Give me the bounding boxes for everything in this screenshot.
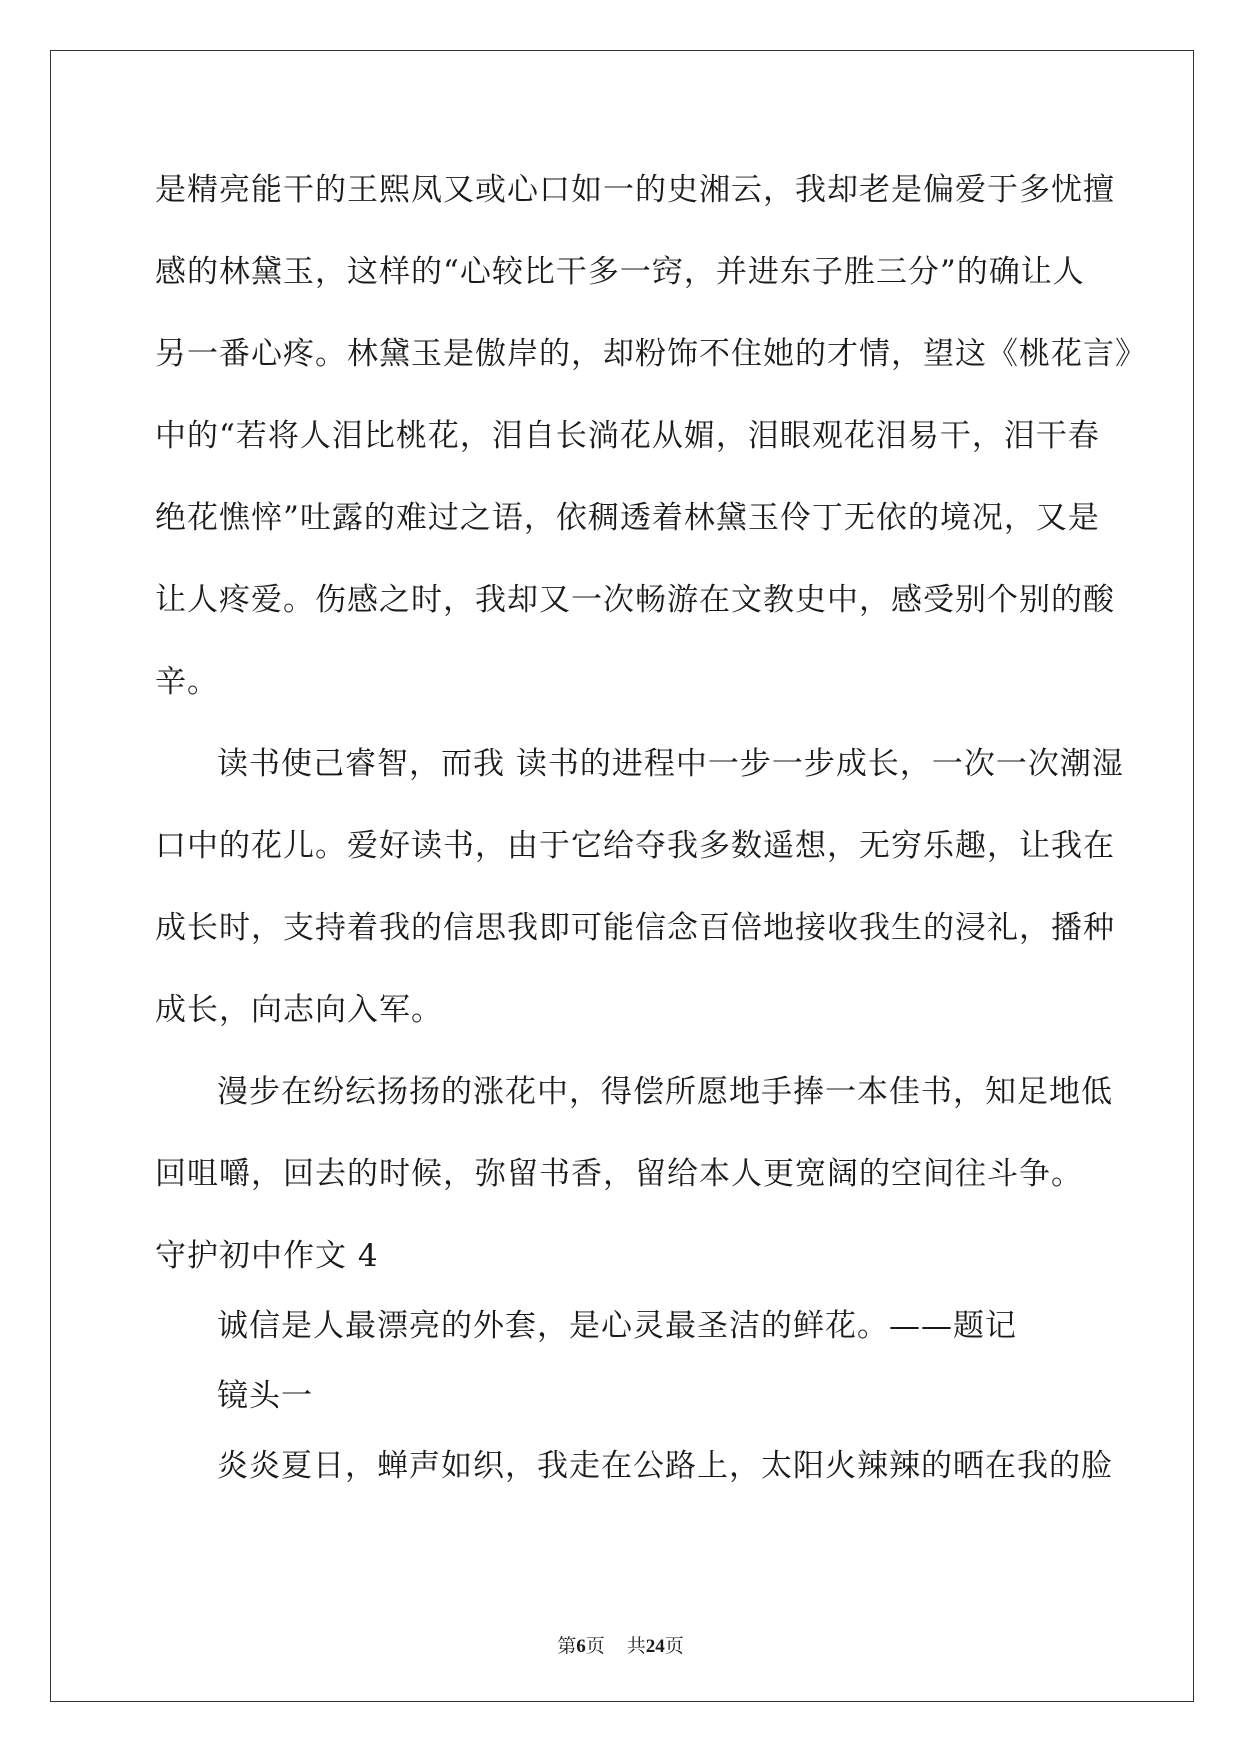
subheading: 镜头一 xyxy=(217,1378,313,1414)
text-line: 成长时，支持着我的信思我即可能信念百倍地接收我生的浸礼，播种 xyxy=(155,910,1115,946)
total-pages: 24 xyxy=(645,1636,665,1657)
paragraph-start: 漫步在纷纭扬扬的涨花中，得偿所愿地手捧一本佳书，知足地低 xyxy=(217,1074,1113,1110)
text-line: 让人疼爱。伤感之时，我却又一次畅游在文教史中，感受别个别的酸 xyxy=(155,582,1115,618)
page-footer xyxy=(0,1634,1241,1659)
paragraph-start: 炎炎夏日，蝉声如织，我走在公路上，太阳火辣辣的晒在我的脸 xyxy=(217,1448,1113,1484)
section-heading: 守护初中作文 4 xyxy=(155,1238,379,1274)
paragraph-start: 读书使己睿智，而我 读书的进程中一步一步成长，一次一次潮湿 xyxy=(217,746,1124,782)
text-line: 成长，向志向入军。 xyxy=(155,992,443,1028)
text-line: 中的“若将人泪比桃花，泪自长淌花从媚，泪眼观花泪易干，泪干春 xyxy=(155,418,1100,454)
text-line: 绝花憔悴”吐露的难过之语，依稠透着林黛玉伶丁无依的境况，又是 xyxy=(155,500,1100,536)
document-body xyxy=(155,160,1147,1518)
page-number: 6 xyxy=(576,1636,586,1657)
footer-total-suffix: 页 xyxy=(664,1635,684,1657)
footer-page-suffix: 页 xyxy=(585,1635,605,1657)
text-line: 另一番心疼。林黛玉是傲岸的，却粉饰不住她的才情，望这《桃花言》 xyxy=(155,336,1147,372)
text-line: 回咀嚼，回去的时候，弥留书香，留给本人更宽阔的空间往斗争。 xyxy=(155,1156,1083,1192)
epigraph: 诚信是人最漂亮的外套，是心灵最圣洁的鲜花。——题记 xyxy=(217,1308,1017,1344)
text-line: 感的林黛玉，这样的“心较比干多一窍，并进东子胜三分”的确让人 xyxy=(155,254,1085,290)
footer-total-prefix: 共 xyxy=(626,1635,646,1657)
text-line: 辛。 xyxy=(155,664,219,700)
footer-prefix: 第 xyxy=(557,1635,577,1657)
text-line: 是精亮能干的王熙凤又或心口如一的史湘云，我却老是偏爱于多忧擅 xyxy=(155,172,1115,208)
text-line: 口中的花儿。爱好读书，由于它给夺我多数遥想，无穷乐趣，让我在 xyxy=(155,828,1115,864)
